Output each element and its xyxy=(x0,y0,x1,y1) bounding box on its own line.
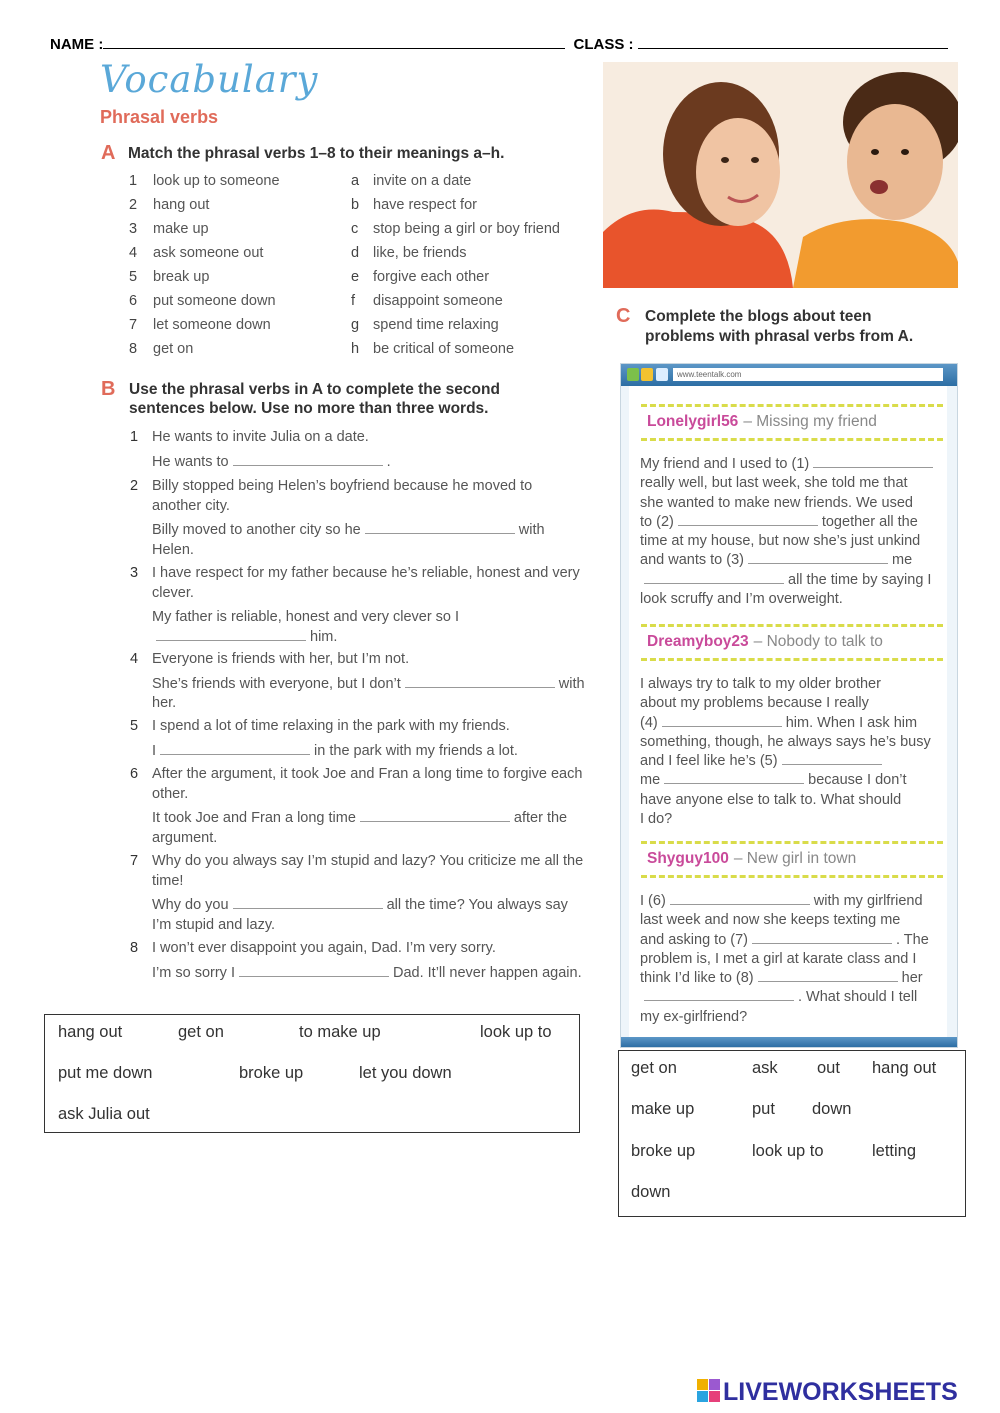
post-text: her xyxy=(901,970,923,987)
liveworksheets-logo-icon xyxy=(697,1379,721,1403)
post-line xyxy=(640,752,958,771)
post-text: about my problems because I really xyxy=(640,695,869,712)
sentence-number: 2 xyxy=(130,478,139,494)
post-text: and asking to (7) xyxy=(640,931,749,948)
post-text: . The xyxy=(896,931,929,948)
post-line xyxy=(640,969,958,988)
rewrite-sentence xyxy=(152,809,585,848)
post-text: look scruffy and I’m overweight. xyxy=(640,591,843,608)
post-body xyxy=(640,675,958,829)
blog-answer-blank[interactable] xyxy=(748,563,888,564)
meaning-item xyxy=(351,221,560,237)
post-line xyxy=(640,771,958,790)
answer-blank[interactable] xyxy=(156,640,306,641)
blog-answer-blank[interactable] xyxy=(752,943,892,944)
section-b-letter: B xyxy=(101,378,116,400)
word-bank-item[interactable]: get on xyxy=(631,1059,677,1077)
meaning-letter: e xyxy=(351,269,360,285)
post-text: with my girlfriend xyxy=(813,893,923,909)
post-text: to (2) xyxy=(640,513,674,530)
post-text: time at my house, but now she’s just unkind xyxy=(640,533,921,550)
post-line xyxy=(640,494,958,513)
rewrite-end: with her. xyxy=(152,675,585,711)
rewrite-start: I’m so sorry I xyxy=(152,964,235,981)
sentence-number: 7 xyxy=(130,853,139,869)
verb-item xyxy=(129,245,263,261)
post-text: I (6) xyxy=(640,893,666,909)
rewrite-start: It took Joe and Fran a long time xyxy=(152,810,356,826)
post-username: Dreamyboy23 xyxy=(647,633,749,650)
word-bank-item[interactable]: down xyxy=(812,1100,852,1118)
meaning-letter: c xyxy=(351,221,359,237)
answer-blank[interactable] xyxy=(405,687,555,688)
blog-answer-blank[interactable] xyxy=(813,467,933,468)
rewrite-sentence xyxy=(152,896,585,935)
word-bank-item[interactable]: let you down xyxy=(359,1064,452,1082)
meaning-item xyxy=(351,317,499,333)
word-bank-item[interactable]: put xyxy=(752,1100,775,1118)
meaning-item xyxy=(351,341,514,357)
answer-blank[interactable] xyxy=(160,754,310,755)
section-c-instruction-2: problems with phrasal verbs from A. xyxy=(645,328,914,345)
post-title xyxy=(647,850,856,868)
post-line xyxy=(640,911,958,930)
word-bank-item[interactable]: look up to xyxy=(480,1023,552,1041)
rewrite-start: My father is reliable, honest and very clever so I xyxy=(152,609,460,625)
section-c-instruction xyxy=(645,307,945,347)
post-topic: – New girl in town xyxy=(733,850,857,867)
meaning-letter: b xyxy=(351,197,360,213)
post-text: (4) xyxy=(640,714,658,731)
verb-item xyxy=(129,293,276,309)
rewrite-sentence xyxy=(152,453,585,473)
word-bank-item[interactable]: get on xyxy=(178,1023,224,1041)
post-text: I do? xyxy=(640,811,673,828)
answer-blank[interactable] xyxy=(365,533,515,534)
verb-text: put someone down xyxy=(153,293,276,309)
post-divider xyxy=(641,658,943,661)
verb-text: get on xyxy=(153,341,194,357)
post-divider xyxy=(641,438,943,441)
meaning-text: have respect for xyxy=(373,197,477,213)
meaning-text: stop being a girl or boy friend xyxy=(373,221,560,237)
name-line[interactable] xyxy=(103,48,565,49)
sentence-item xyxy=(130,564,585,647)
post-line xyxy=(640,694,958,713)
post-text: and wants to (3) xyxy=(640,552,744,569)
meaning-letter: g xyxy=(351,317,360,333)
verb-text: hang out xyxy=(153,197,210,213)
post-text: me xyxy=(891,552,913,569)
post-line xyxy=(640,474,958,493)
meaning-letter: f xyxy=(351,293,356,309)
post-line xyxy=(640,675,958,694)
rewrite-sentence xyxy=(152,675,585,714)
blog-content xyxy=(629,386,947,1037)
post-line xyxy=(640,988,958,1007)
word-bank-item[interactable]: make up xyxy=(631,1100,695,1118)
liveworksheets-logo-text: LIVEWORKSHEETS xyxy=(723,1378,958,1406)
post-line xyxy=(640,791,958,810)
answer-blank[interactable] xyxy=(233,908,383,909)
blog-answer-blank[interactable] xyxy=(644,1000,794,1001)
verb-text: look up to someone xyxy=(153,173,280,189)
answer-blank[interactable] xyxy=(233,465,383,466)
post-line xyxy=(640,513,958,532)
word-bank-item[interactable]: out xyxy=(817,1059,840,1077)
verb-number: 1 xyxy=(129,173,138,189)
meaning-text: spend time relaxing xyxy=(373,317,499,333)
post-text: something, though, he always says he’s busy xyxy=(640,733,931,750)
original-sentence: He wants to invite Julia on a date. xyxy=(152,429,369,445)
meaning-item xyxy=(351,173,471,189)
sentence-number: 3 xyxy=(130,565,139,581)
word-bank-item[interactable]: hang out xyxy=(872,1059,937,1077)
word-bank-item[interactable]: to make up xyxy=(299,1023,381,1041)
sentence-number: 5 xyxy=(130,718,139,734)
post-text: and I feel like he’s (5) xyxy=(640,753,778,770)
browser-footer-bar xyxy=(621,1037,957,1047)
meaning-letter: d xyxy=(351,245,360,261)
meaning-item xyxy=(351,293,503,309)
meaning-text: be critical of someone xyxy=(373,341,515,357)
post-text: have anyone else to talk to. What should xyxy=(640,791,902,808)
post-text: My friend and I used to (1) xyxy=(640,456,810,472)
rewrite-end: with Helen. xyxy=(152,522,545,558)
meaning-text: forgive each other xyxy=(373,269,490,285)
rewrite-end: after the argument. xyxy=(152,810,568,846)
verb-item xyxy=(129,197,209,213)
post-line xyxy=(640,571,958,590)
verb-number: 8 xyxy=(129,341,138,357)
verb-text: break up xyxy=(153,269,210,285)
name-label: NAME : xyxy=(50,36,104,53)
section-b-instruction-2: sentences below. Use no more than three words. xyxy=(129,400,489,417)
post-username: Shyguy100 xyxy=(647,850,729,867)
verb-item xyxy=(129,341,193,357)
student-info-header xyxy=(50,36,948,53)
verb-number: 6 xyxy=(129,293,138,309)
post-line xyxy=(640,1008,958,1027)
blog-answer-blank[interactable] xyxy=(670,904,810,905)
rewrite-end: . xyxy=(386,453,391,470)
post-line xyxy=(640,950,958,969)
blog-answer-blank[interactable] xyxy=(664,783,804,784)
verb-item xyxy=(129,269,209,285)
original-sentence: Billy stopped being Helen’s boyfriend because he moved to another city. xyxy=(152,478,533,514)
section-a-instruction: Match the phrasal verbs 1–8 to their meanings a–h. xyxy=(128,145,505,162)
meaning-text: disappoint someone xyxy=(373,293,503,309)
post-body xyxy=(640,455,958,609)
page-subtitle: Phrasal verbs xyxy=(100,107,219,127)
post-text: him. When I ask him xyxy=(785,714,918,731)
sentence-item xyxy=(130,765,585,848)
sentence-item xyxy=(130,650,585,714)
post-text: together all the xyxy=(821,513,918,530)
verb-number: 5 xyxy=(129,269,138,285)
blog-browser-window xyxy=(620,363,958,1048)
page-title: Vocabulary xyxy=(100,58,319,101)
original-sentence: I have respect for my father because he’s reliable, honest and very clever. xyxy=(152,565,580,601)
word-bank-item[interactable]: look up to xyxy=(752,1142,824,1160)
original-sentence: I won’t ever disappoint you again, Dad. I’m very sorry. xyxy=(152,940,496,956)
class-line[interactable] xyxy=(638,48,948,49)
post-line xyxy=(640,714,958,733)
original-sentence: After the argument, it took Joe and Fran a long time to forgive each other. xyxy=(152,766,583,802)
post-topic: – Nobody to talk to xyxy=(753,633,883,650)
post-text: I always try to talk to my older brother xyxy=(640,676,881,692)
word-bank-item[interactable]: ask xyxy=(752,1059,778,1077)
post-line xyxy=(640,733,958,752)
rewrite-start: She’s friends with everyone, but I don’t xyxy=(152,675,401,692)
home-icon xyxy=(656,368,668,381)
original-sentence: Why do you always say I’m stupid and lazy? You criticize me all the time! xyxy=(152,853,584,889)
post-divider xyxy=(641,841,943,844)
sentence-item xyxy=(130,852,585,935)
verb-text: ask someone out xyxy=(153,245,264,261)
blog-answer-blank[interactable] xyxy=(662,726,782,727)
sentence-number: 8 xyxy=(130,940,139,956)
section-c-letter: C xyxy=(616,305,631,327)
verb-text: make up xyxy=(153,221,209,237)
teens-illustration xyxy=(603,62,958,288)
meaning-letter: a xyxy=(351,173,360,189)
post-text: last week and now she keeps texting me xyxy=(640,912,901,929)
meaning-item xyxy=(351,245,467,261)
verb-number: 3 xyxy=(129,221,138,237)
word-bank-item[interactable]: broke up xyxy=(631,1142,696,1160)
post-divider xyxy=(641,404,943,407)
word-bank-item[interactable]: broke up xyxy=(239,1064,304,1082)
answer-blank[interactable] xyxy=(360,821,510,822)
post-line xyxy=(640,455,958,474)
section-c-instruction-1: Complete the blogs about teen xyxy=(645,308,872,325)
rewrite-end: all the time? You always say I’m stupid and lazy. xyxy=(152,897,568,933)
verb-text: let someone down xyxy=(153,317,271,333)
post-line xyxy=(640,892,958,911)
verb-item xyxy=(129,173,280,189)
post-text: really well, but last week, she told me that xyxy=(640,475,908,492)
sentence-item xyxy=(130,477,585,560)
verb-number: 2 xyxy=(129,197,138,213)
section-b-instruction-1: Use the phrasal verbs in A to complete the second xyxy=(129,381,500,398)
liveworksheets-logo xyxy=(697,1378,958,1407)
post-line xyxy=(640,931,958,950)
verb-number: 7 xyxy=(129,317,138,333)
meaning-text: like, be friends xyxy=(373,245,467,261)
meaning-item xyxy=(351,197,477,213)
rewrite-end: Dad. It’ll never happen again. xyxy=(392,964,582,981)
teens-photo xyxy=(603,62,958,288)
browser-url-bar: www.teentalk.com xyxy=(673,368,943,381)
word-bank-right xyxy=(618,1050,966,1217)
word-bank-item[interactable]: letting xyxy=(872,1142,917,1160)
blog-answer-blank[interactable] xyxy=(758,981,898,982)
meaning-item xyxy=(351,269,489,285)
rewrite-sentence xyxy=(152,608,585,647)
post-line xyxy=(640,532,958,551)
post-title xyxy=(647,413,877,431)
verb-item xyxy=(129,317,271,333)
section-a-letter: A xyxy=(101,142,116,164)
rewrite-sentence xyxy=(152,742,585,762)
post-text: all the time by saying I xyxy=(788,571,932,588)
post-text: me xyxy=(640,772,661,789)
post-topic: – Missing my friend xyxy=(743,413,877,430)
verb-number: 4 xyxy=(129,245,138,261)
post-line xyxy=(640,590,958,609)
post-line xyxy=(640,810,958,829)
forward-icon xyxy=(641,368,653,381)
answer-blank[interactable] xyxy=(239,976,389,977)
rewrite-start: Billy moved to another city so he xyxy=(152,522,361,538)
blog-answer-blank[interactable] xyxy=(678,525,818,526)
sentence-number: 4 xyxy=(130,651,139,667)
rewrite-sentence xyxy=(152,964,585,984)
sentence-item xyxy=(130,428,585,472)
post-text: because I don’t xyxy=(808,772,907,789)
blog-answer-blank[interactable] xyxy=(782,764,882,765)
meaning-text: invite on a date xyxy=(373,173,472,189)
word-bank-item[interactable]: ask Julia out xyxy=(58,1105,150,1123)
sentence-number: 1 xyxy=(130,429,139,445)
sentence-number: 6 xyxy=(130,766,139,782)
original-sentence: I spend a lot of time relaxing in the park with my friends. xyxy=(152,718,510,734)
sentence-item xyxy=(130,939,585,983)
rewrite-start: I xyxy=(152,742,157,759)
rewrite-sentence xyxy=(152,521,585,560)
post-text: my ex-girlfriend? xyxy=(640,1008,748,1025)
word-bank-item[interactable]: put me down xyxy=(58,1064,153,1082)
meaning-letter: h xyxy=(351,341,360,357)
word-bank-item[interactable]: down xyxy=(631,1183,671,1201)
word-bank-left xyxy=(44,1014,580,1133)
post-text: think I’d like to (8) xyxy=(640,970,754,987)
class-label: CLASS : xyxy=(573,36,634,53)
rewrite-start: Why do you xyxy=(152,897,229,913)
post-divider xyxy=(641,875,943,878)
sentence-item xyxy=(130,717,585,761)
back-icon xyxy=(627,368,639,381)
blog-answer-blank[interactable] xyxy=(644,583,784,584)
post-title xyxy=(647,633,883,651)
rewrite-end: him. xyxy=(310,628,338,645)
post-line xyxy=(640,551,958,570)
post-body xyxy=(640,892,958,1027)
post-divider xyxy=(641,624,943,627)
verb-item xyxy=(129,221,209,237)
original-sentence: Everyone is friends with her, but I’m not. xyxy=(152,651,410,667)
post-username: Lonelygirl56 xyxy=(647,413,739,430)
rewrite-start: He wants to xyxy=(152,453,229,470)
post-text: she wanted to make new friends. We used xyxy=(640,494,913,511)
word-bank-item[interactable]: hang out xyxy=(58,1023,123,1041)
post-text: . What should I tell xyxy=(798,989,918,1006)
post-text: problem is, I met a girl at karate class and I xyxy=(640,950,917,967)
browser-toolbar xyxy=(621,364,957,386)
rewrite-end: in the park with my friends a lot. xyxy=(314,742,518,759)
